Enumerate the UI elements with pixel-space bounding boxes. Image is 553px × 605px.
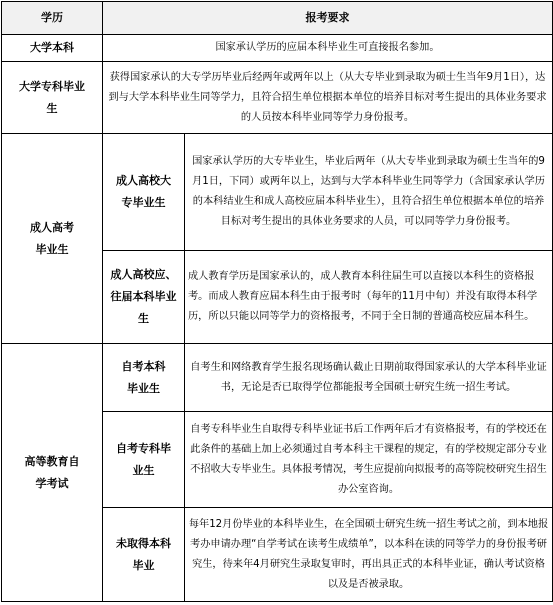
header-requirement: 报考要求 [103, 2, 553, 35]
sub-self-study-no-degree: 未取得本科毕业 [103, 508, 185, 602]
requirement-adult-bachelor: 成人教育学历是国家承认的，成人教育本科往届生可以直接以本科生的资格报考。而成人教育应届本科生由于报考时（每年的11月中旬）并没有取得本科学历，所以只能以同等学力的资格报考，不同于全日制的普通高校应届本科生。 [185, 251, 553, 344]
header-degree: 学历 [2, 2, 103, 35]
category-self-study: 高等教育自学考试 [2, 344, 103, 602]
requirement-self-study-no-degree: 每年12月份毕业的本科毕业生，在全国硕士研究生统一招生考试之前，到本地报考办申请办理“自学考试在读考生成绩单”，以本科在读的同等学力的身份报考研究生，待来年4月研究生录取复审时，再出具正式的本科毕业证，确认考试资格以及是否被录取。 [185, 508, 553, 602]
sub-adult-college: 成人高校大专毕业生 [103, 134, 185, 251]
requirement-self-study-bachelor: 自考生和网络教育学生报名现场确认截止日期前取得国家承认的大学本科毕业证书，无论是否已取得学位都能报考全国硕士研究生统一招生考试。 [185, 344, 553, 412]
category-bachelor: 大学本科 [2, 35, 103, 62]
requirement-bachelor: 国家承认学历的应届本科毕业生可直接报名参加。 [103, 35, 553, 62]
table-row [2, 134, 553, 251]
table-row [2, 344, 553, 412]
sub-self-study-bachelor: 自考本科毕业生 [103, 344, 185, 412]
category-adult: 成人高考毕业生 [2, 134, 103, 344]
table-row [2, 62, 553, 134]
requirement-self-study-college: 自考专科毕业生自取得专科毕业证书后工作两年后才有资格报考，有的学校还在此条件的基础上加上必须通过自考本科主干课程的规定，有的学校规定部分专业不招收大专毕业生。具体报考情况，考生应提前向拟报考的高等院校研究生招生办公室咨询。 [185, 412, 553, 508]
sub-self-study-college: 自考专科毕业生 [103, 412, 185, 508]
requirement-junior-college: 获得国家承认的大专学历毕业后经两年或两年以上（从大专毕业到录取为硕士生当年9月1日），达到与大学本科毕业生同等学力，且符合招生单位根据本单位的培养目标对考生提出的具体业务要求的人员按本科毕业同等学力身份报考。 [103, 62, 553, 134]
requirement-adult-college: 国家承认学历的大专毕业生，毕业后两年（从大专毕业到录取为硕士生当年的9月1日，下同）或两年以上，达到与大学本科毕业生同等学力（含国家承认学历的本科结业生和成人高校应届本科毕业生），且符合招生单位根据本单位的培养目标对考生提出的具体业务要求的人员，可以同等学力身份报考。 [185, 134, 553, 251]
category-junior-college: 大学专科毕业生 [2, 62, 103, 134]
table-header-row [2, 2, 553, 35]
table-row [2, 35, 553, 62]
sub-adult-bachelor: 成人高校应、往届本科毕业生 [103, 251, 185, 344]
admission-requirements-table [1, 1, 553, 602]
